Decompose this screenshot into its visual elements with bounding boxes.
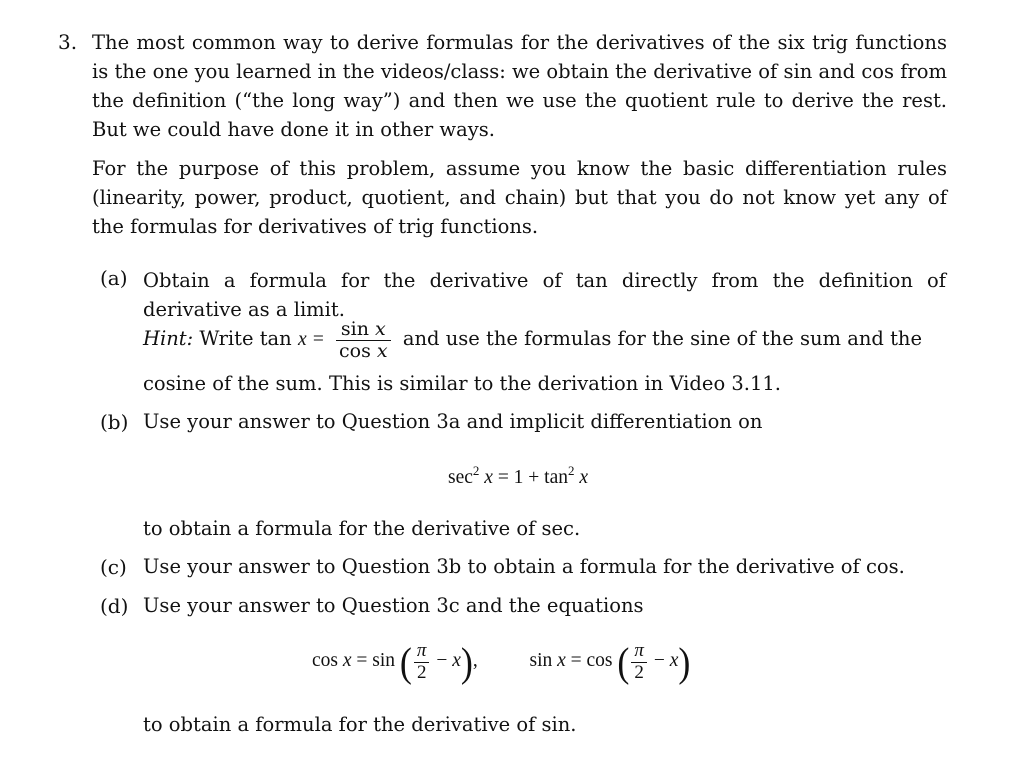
sec-tan-identity: $\sec^2 x = 1 + \tan^2 x$ <box>448 463 589 488</box>
part-d-label: (d) <box>100 594 129 618</box>
part-a-text: Obtain a formula for the derivative of tan directly from the definition of derivative as a limit. <box>143 269 946 321</box>
hint-post: and use the formulas for the sine of the sum and the <box>402 327 923 350</box>
problem-intro: The most common way to derive formulas for the derivatives of the six trig functions is the one you learned in the videos/class: we obtain the derivative of sin and cos from the definition (“the long way”) and then we use the quotient rule to derive the rest. But we could have done it in other ways. <box>92 31 947 141</box>
part-d-after: to obtain a formula for the derivative of sin. <box>143 713 577 736</box>
part-a-hint <box>143 318 922 361</box>
eq1: cos x = sin ( $\frac{\pi}{2}$ − x), <box>312 638 478 685</box>
part-c-label: (c) <box>100 555 127 579</box>
problem-assumption: For the purpose of this problem, assume you know the basic differentiation rules (linearity, power, product, quotient, and chain) but that you do not know yet any of the formulas for derivatives of trig functions. <box>92 157 947 238</box>
part-a-label: (a) <box>100 266 128 290</box>
hint-pre: Write tan <box>199 327 292 350</box>
hint-eq: = <box>312 329 324 350</box>
frac-num-fn: sin <box>340 318 369 340</box>
eq2: sin x = cos ( $\frac{\pi}{2}$ − x) <box>529 638 691 685</box>
frac-den-fn: cos <box>339 340 371 362</box>
problem-number: 3. <box>58 30 78 54</box>
hint-line-2: cosine of the sum. This is similar to the derivation in Video 3.11. <box>143 372 781 395</box>
hint-label: Hint: <box>143 327 194 350</box>
cofunction-equations <box>312 640 690 683</box>
part-b-label: (b) <box>100 410 129 434</box>
sin-over-cos-fraction: $\frac{\text{sin x}}{\text{cos x}}$ <box>336 318 391 361</box>
part-c-text: Use your answer to Question 3b to obtain a formula for the derivative of cos. <box>143 555 905 578</box>
hint-var: x <box>297 329 307 350</box>
part-b-after: to obtain a formula for the derivative of sec. <box>143 517 581 540</box>
part-d-text: Use your answer to Question 3c and the equations <box>143 594 644 617</box>
part-b-text: Use your answer to Question 3a and implicit differentiation on <box>143 410 763 433</box>
